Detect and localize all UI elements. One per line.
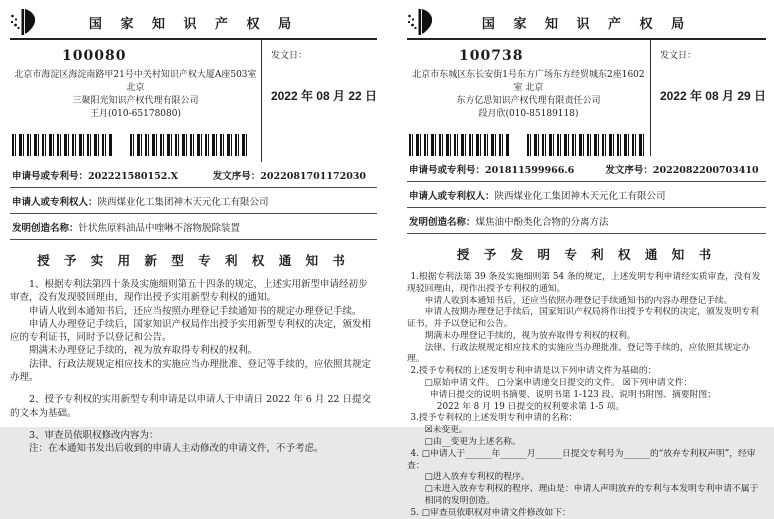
body-paragraph: 法律、行政法规规定相应技术的实施应当办理批准、登记等手续的，应依照其规定办理。 (407, 342, 751, 365)
mail-code: 100738 (459, 48, 524, 64)
body-paragraph: 1.根据专利法第 39 条及实施细则第 54 条的规定，上述发明专利申请经实质审查，没有发现驳回理由，现作出授予专利权的通知。 (407, 272, 761, 294)
cnipa-logo-icon (10, 7, 40, 37)
patent-notice-invention (387, 0, 774, 518)
body-paragraph: 期满未办理登记手续的，视为放弃取得专利权的权利。 (29, 345, 258, 357)
body-paragraph: 3、审查员依职权修改内容为： (29, 429, 159, 441)
barcode (130, 134, 248, 156)
checkbox-line: 5. □审查员依职权对申请文件修改如下： (410, 507, 571, 518)
dispatch-serial-number: 发文序号：2022082200703410 (605, 165, 759, 176)
body-paragraph: 申请人办理登记手续后，国家知识产权局作出授予实用新型专利权的决定，颁发相应的专利证书，同时予以登记和公告。 (10, 318, 372, 344)
address-line: 北京市东城区东长安街1号东方广场东方经贸城东2座1602室 北京 (412, 70, 645, 94)
body-paragraph: 2.授予专利权的上述发明专利申请是以下列申请文件为基础的： (410, 366, 657, 377)
barcode (12, 134, 112, 156)
doc-header (10, 6, 377, 40)
body-paragraph: 2022 年 8 月 19 日提交的权利要求第 1-5 项。 (436, 401, 625, 412)
barcode-row (10, 134, 261, 156)
dispatch-date-value: 2022 年 08 月 29 日 (659, 89, 766, 103)
invention-title-row: 发明创造名称： 针状焦原料油品中喹啉不溶物脱除装置 (10, 214, 377, 240)
notice-body (10, 278, 377, 456)
addressee-block (407, 40, 650, 156)
addressee-section (10, 40, 377, 162)
barcode (527, 134, 645, 156)
dispatch-date-value: 2022 年 08 月 22 日 (270, 89, 377, 103)
cnipa-logo-icon (407, 7, 437, 37)
invention-title-row: 发明创造名称： 煤焦油中酚类化合物的分离方法 (407, 208, 766, 234)
application-number: 申请号或专利号：201811599966.6 (409, 165, 575, 176)
barcode (409, 134, 509, 156)
addressee-section (407, 40, 766, 156)
body-paragraph: 申请人收到本通知书后，还应当依照办理登记手续通知书的内容办理登记手续。 (424, 295, 733, 306)
recipient-address (10, 69, 261, 121)
notice-title: 授 予 发 明 专 利 权 通 知 书 (456, 247, 717, 262)
mail-code: 100080 (62, 48, 127, 64)
body-paragraph: 3.授予专利权的上述发明专利申请的名称： (410, 413, 578, 424)
checkbox-line: □由__变更为上述名称。 (424, 436, 521, 447)
checkbox-line: 4. □申请人于______年______月______日提交专利号为______的“放弃专利权声明”，经审查： (407, 448, 756, 471)
doc-header (407, 6, 766, 40)
checkbox-line: ☒未变更。 (424, 425, 468, 436)
dispatch-date-box (261, 40, 377, 162)
agency-title: 国 家 知 识 产 权 局 (88, 16, 299, 32)
body-paragraph: 1、根据专利法第四十条及实施细则第五十四条的规定，上述实用新型申请经初步审查，没有发现驳回理由，现作出授予实用新型专利权的通知。 (10, 279, 368, 304)
application-number-row (10, 162, 377, 188)
addressee-block (10, 40, 261, 162)
barcode-row (407, 134, 650, 156)
agency-title: 国 家 知 识 产 权 局 (481, 16, 692, 32)
checkbox-line: □未进入放弃专利权的程序、理由是：申请人声明放弃的专利与本发明专利申请不属于相同的发明创造。 (424, 484, 759, 506)
application-number-row (407, 156, 766, 182)
patent-notice-utility-model (0, 0, 387, 455)
applicant-row: 申请人或专利权人： 陕西煤业化工集团神木天元化工有限公司 (10, 188, 377, 214)
checkbox-line: □原始申请文件。 □分案申请递交日提交的文件。 ☒下列申请文件： (424, 378, 693, 389)
address-line: 段月欣(010-85189118) (478, 109, 579, 120)
body-paragraph: 申请人收到本通知书后，还应当按照办理登记手续通知书的规定办理登记手续。 (29, 305, 362, 317)
body-paragraph: 注：在本通知书发出后收到的申请人主动修改的申请文件，不予考虑。 (29, 443, 324, 455)
body-paragraph: 期满未办理登记手续的，视为放弃取得专利权的权利。 (424, 330, 636, 341)
body-paragraph: 法律、行政法规规定相应技术的实施应当办理批准、登记等手续的，应依照其规定办理。 (10, 358, 372, 384)
address-line: 东方亿思知识产权代理有限责任公司 (456, 96, 601, 107)
applicant-row: 申请人或专利权人： 陕西煤业化工集团神木天元化工有限公司 (407, 182, 766, 208)
recipient-address (407, 69, 650, 121)
body-paragraph: 2、授予专利权的实用新型专利申请是以申请人于申请日 2022 年 6 月 22 日提交的文本为基础。 (10, 394, 371, 419)
address-line: 王月(010-65178080) (89, 109, 181, 120)
checkbox-line: □进入放弃专利权的程序。 (424, 472, 530, 483)
address-line: 北京市海淀区海淀南路甲21号中关村知识产权大厦A座503室 北京 (14, 70, 257, 94)
notice-title: 授 予 实 用 新 型 专 利 权 通 知 书 (37, 253, 350, 268)
address-line: 三聚阳光知识产权代理有限公司 (72, 96, 199, 107)
body-paragraph: 申请日提交的说明书摘要、说明书第 1-123 段、说明书附图、摘要附图； (429, 389, 716, 400)
body-paragraph: 申请人按期办理登记手续后，国家知识产权局将作出授予专利权的决定，颁发发明专利证书，并予以登记和公告。 (407, 307, 759, 330)
application-number: 申请号或专利号：202221580152.X (12, 171, 179, 182)
dispatch-date-box (650, 40, 766, 156)
notice-body (407, 272, 766, 519)
dispatch-date-label: 发文日： (659, 51, 696, 61)
dispatch-serial-number: 发文序号：2022081701172030 (212, 171, 367, 182)
dispatch-date-label: 发文日： (270, 51, 307, 61)
